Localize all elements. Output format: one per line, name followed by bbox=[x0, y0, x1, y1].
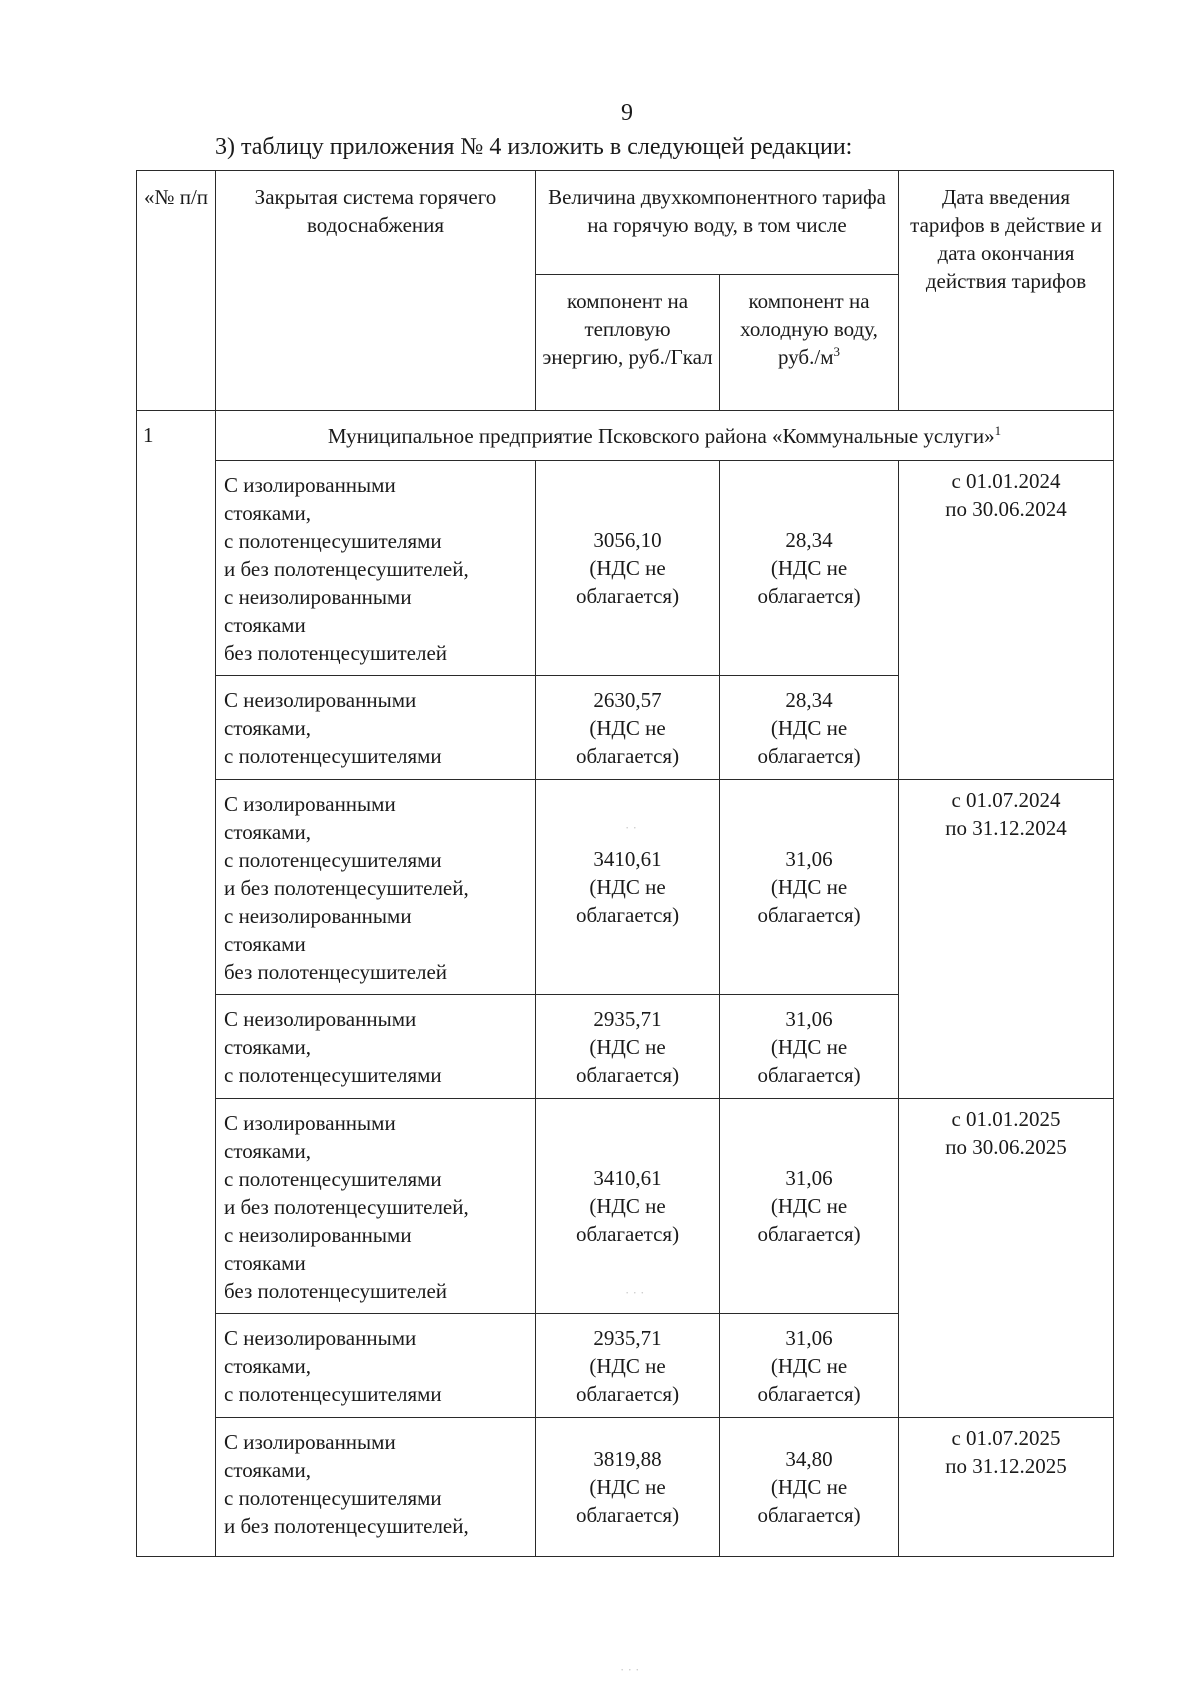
description-line: С неизолированными bbox=[224, 688, 417, 712]
organization-name bbox=[216, 411, 1114, 461]
description-line: без полотенцесушителей bbox=[224, 1279, 448, 1303]
vat-note: облагается) bbox=[757, 743, 861, 768]
vat-note: облагается) bbox=[757, 1222, 861, 1246]
heat-component-value: 2935,71 bbox=[593, 1325, 662, 1350]
description-line: без полотенцесушителей bbox=[224, 960, 448, 984]
period-dates bbox=[899, 780, 1114, 1099]
vat-note: облагается) bbox=[575, 1222, 680, 1246]
scan-artifact: · · · bbox=[625, 1285, 645, 1300]
vat-note: облагается) bbox=[575, 1503, 680, 1527]
vat-note: (НДС не bbox=[770, 715, 848, 740]
tariff-row bbox=[137, 780, 1114, 995]
cold-component bbox=[720, 1099, 899, 1314]
description-line: с полотенцесушителями bbox=[224, 744, 442, 768]
vat-note: (НДС не bbox=[770, 1475, 848, 1499]
page-number: 9 bbox=[621, 100, 633, 126]
cold-component-value: 28,34 bbox=[785, 687, 833, 712]
header-num: «№ п/п bbox=[137, 171, 216, 411]
date-from: с 01.07.2025 bbox=[951, 1426, 1061, 1450]
cold-component bbox=[720, 1314, 899, 1418]
date-from: с 01.07.2024 bbox=[951, 788, 1061, 812]
cold-component bbox=[720, 780, 899, 995]
heat-component bbox=[536, 995, 720, 1099]
vat-note: облагается) bbox=[575, 903, 680, 927]
tariff-row bbox=[137, 1099, 1114, 1314]
description-line: С изолированными bbox=[224, 1111, 396, 1135]
header-system: Закрытая система горячего водоснабжения bbox=[216, 171, 536, 411]
vat-note: (НДС не bbox=[589, 1475, 666, 1499]
description-line: без полотенцесушителей bbox=[224, 641, 448, 665]
date-to: по 31.12.2025 bbox=[945, 1454, 1067, 1478]
heat-component bbox=[536, 1418, 720, 1557]
heat-component bbox=[536, 676, 720, 780]
description-line: и без полотенцесушителей, bbox=[224, 1514, 469, 1538]
tariff-row bbox=[137, 461, 1114, 676]
period-dates bbox=[899, 461, 1114, 780]
description-line: с полотенцесушителями bbox=[224, 1167, 442, 1191]
header-cold-sup: 3 bbox=[833, 344, 840, 359]
description-line: С изолированными bbox=[224, 1430, 396, 1454]
heat-component bbox=[536, 1314, 720, 1418]
tariff-row bbox=[137, 1418, 1114, 1557]
cold-component-value: 31,06 bbox=[785, 1166, 833, 1190]
system-description bbox=[216, 995, 536, 1099]
description-line: стояками bbox=[224, 932, 306, 956]
period-dates bbox=[899, 1418, 1114, 1557]
vat-note: облагается) bbox=[575, 584, 680, 608]
system-description bbox=[216, 461, 536, 676]
heat-component-value: 3819,88 bbox=[593, 1447, 662, 1471]
description-line: стояками, bbox=[224, 1139, 311, 1163]
description-line: стояками bbox=[224, 613, 306, 637]
header-row bbox=[137, 171, 1114, 275]
description-line: стояками, bbox=[224, 1035, 311, 1059]
system-description bbox=[216, 780, 536, 995]
system-description bbox=[216, 1314, 536, 1418]
description-line: С неизолированными bbox=[224, 1326, 417, 1350]
cold-component bbox=[720, 995, 899, 1099]
header-heat: компонент на тепловую энергию, руб./Гкал bbox=[536, 275, 720, 411]
description-line: С изолированными bbox=[224, 473, 396, 497]
system-description bbox=[216, 676, 536, 780]
cold-component-value: 31,06 bbox=[785, 1006, 833, 1031]
cold-component-value: 28,34 bbox=[785, 528, 833, 552]
description-line: с полотенцесушителями bbox=[224, 1063, 442, 1087]
vat-note: облагается) bbox=[757, 1381, 861, 1406]
heat-component-value: 3056,10 bbox=[593, 528, 662, 552]
heat-component-value: 3410,61 bbox=[593, 847, 662, 871]
scan-artifact: · · · bbox=[620, 1662, 640, 1677]
date-to: по 30.06.2024 bbox=[945, 497, 1067, 521]
vat-note: (НДС не bbox=[589, 556, 666, 580]
header-dates: Дата введения тарифов в действие и дата окончания действия тарифов bbox=[899, 171, 1114, 411]
vat-note: облагается) bbox=[757, 1503, 861, 1527]
vat-note: (НДС не bbox=[589, 1353, 666, 1378]
heat-component-value: 2935,71 bbox=[593, 1006, 662, 1031]
date-to: по 30.06.2025 bbox=[945, 1135, 1067, 1159]
system-description bbox=[216, 1418, 536, 1557]
system-description bbox=[216, 1099, 536, 1314]
heat-component-value: 2630,57 bbox=[593, 687, 662, 712]
description-line: стояками, bbox=[224, 1354, 311, 1378]
heat-component bbox=[536, 461, 720, 676]
vat-note: (НДС не bbox=[589, 875, 666, 899]
vat-note: (НДС не bbox=[770, 556, 848, 580]
vat-note: (НДС не bbox=[770, 875, 848, 899]
description-line: с полотенцесушителями bbox=[224, 848, 442, 872]
description-line: стояками, bbox=[224, 1458, 311, 1482]
vat-note: (НДС не bbox=[589, 1034, 666, 1059]
intro-text: 3) таблицу приложения № 4 изложить в следующей редакции: bbox=[215, 134, 853, 160]
description-line: с полотенцесушителями bbox=[224, 1486, 442, 1510]
vat-note: облагается) bbox=[575, 1381, 680, 1406]
heat-component bbox=[536, 1099, 720, 1314]
description-line: стояками, bbox=[224, 501, 311, 525]
vat-note: облагается) bbox=[757, 1062, 861, 1087]
scan-artifact: · · bbox=[625, 820, 637, 835]
description-line: стояками, bbox=[224, 716, 311, 740]
header-cold bbox=[720, 275, 899, 411]
description-line: с неизолированными bbox=[224, 904, 412, 928]
vat-note: (НДС не bbox=[770, 1034, 848, 1059]
tariff-table bbox=[136, 170, 1114, 1557]
cold-component-value: 31,06 bbox=[785, 847, 833, 871]
cold-component bbox=[720, 1418, 899, 1557]
row-number: 1 bbox=[137, 411, 216, 1557]
vat-note: облагается) bbox=[757, 584, 861, 608]
organization-text: Муниципальное предприятие Псковского района «Коммунальные услуги» bbox=[327, 423, 995, 448]
description-line: с полотенцесушителями bbox=[224, 529, 442, 553]
vat-note: (НДС не bbox=[589, 1194, 666, 1218]
description-line: с полотенцесушителями bbox=[224, 1382, 442, 1406]
cold-component-value: 34,80 bbox=[785, 1447, 833, 1471]
description-line: С изолированными bbox=[224, 792, 396, 816]
vat-note: облагается) bbox=[575, 743, 680, 768]
vat-note: облагается) bbox=[757, 903, 861, 927]
description-line: с неизолированными bbox=[224, 585, 412, 609]
description-line: С неизолированными bbox=[224, 1007, 417, 1031]
header-tariff: Величина двухкомпонентного тарифа на горячую воду, в том числе bbox=[536, 171, 899, 275]
vat-note: (НДС не bbox=[589, 715, 666, 740]
vat-note: (НДС не bbox=[770, 1194, 848, 1218]
date-from: с 01.01.2024 bbox=[951, 469, 1061, 493]
organization-row bbox=[137, 411, 1114, 461]
cold-component bbox=[720, 461, 899, 676]
description-line: стояками bbox=[224, 1251, 306, 1275]
date-to: по 31.12.2024 bbox=[945, 816, 1067, 840]
header-cold-text: компонент на холодную воду, руб./м bbox=[740, 289, 878, 369]
description-line: и без полотенцесушителей, bbox=[224, 1195, 469, 1219]
cold-component bbox=[720, 676, 899, 780]
description-line: и без полотенцесушителей, bbox=[224, 557, 469, 581]
heat-component bbox=[536, 780, 720, 995]
date-from: с 01.01.2025 bbox=[951, 1107, 1061, 1131]
vat-note: (НДС не bbox=[770, 1353, 848, 1378]
vat-note: облагается) bbox=[575, 1062, 680, 1087]
description-line: с неизолированными bbox=[224, 1223, 412, 1247]
description-line: и без полотенцесушителей, bbox=[224, 876, 469, 900]
cold-component-value: 31,06 bbox=[785, 1325, 833, 1350]
description-line: стояками, bbox=[224, 820, 311, 844]
organization-footnote: 1 bbox=[994, 422, 1002, 438]
heat-component-value: 3410,61 bbox=[593, 1166, 662, 1190]
period-dates bbox=[899, 1099, 1114, 1418]
